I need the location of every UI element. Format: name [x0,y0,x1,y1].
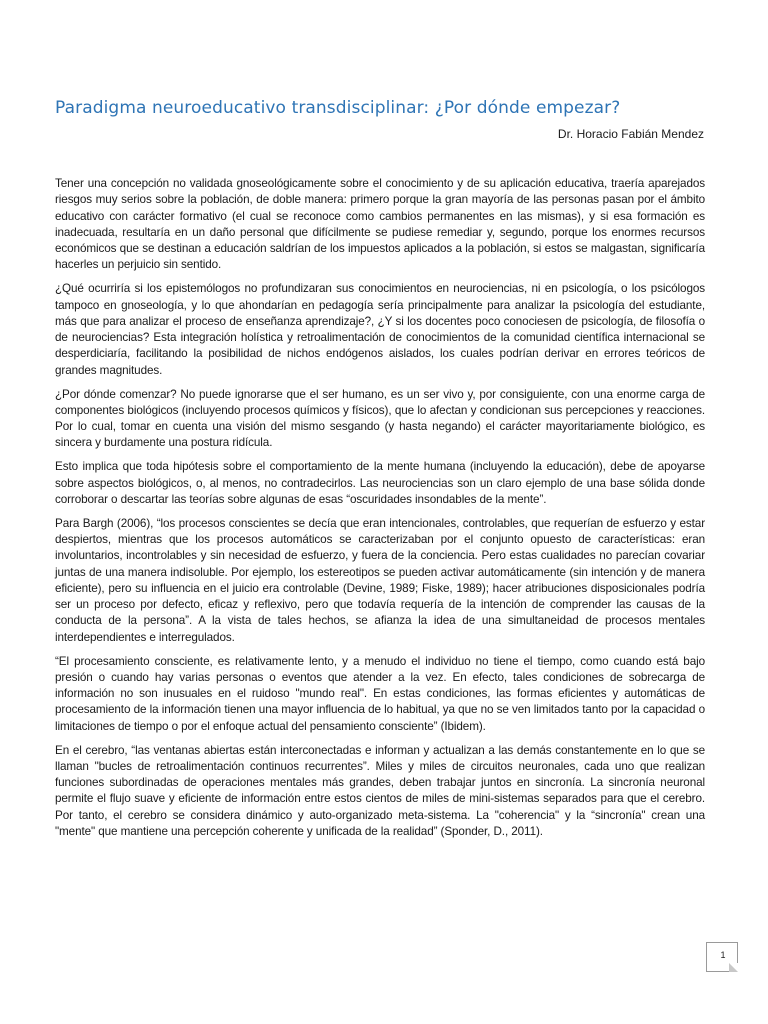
paragraph-1: Tener una concepción no validada gnoseológicamente sobre el conocimiento y de su aplicación educativa, traería aparejados riesgos muy serios sobre la población, de doble manera: primero porque la gran mayoría de las personas pasan por el ámbito educativo con carácter formativo (el cual se reconoce como cambios permanentes en las mismas), y si esa formación es inadecuada, resultaría en un daño personal que difícilmente se pudiese remediar y, segundo, porque los enormes recursos económicos que se destinan a educación saldrían de los impuestos aplicados a la población, si estos se malgastan, significaría hacerles un perjuicio sin sentido. [55,177,705,272]
document-title: Paradigma neuroeducativo transdisciplinar: ¿Por dónde empezar? [55,98,621,118]
folded-corner-icon [729,963,738,972]
page-number: 1 [720,950,726,960]
paragraph-5: Para Bargh (2006), “los procesos conscientes se decía que eran intencionales, controlables, que requerían de esfuerzo y estar despiertos, mientras que los procesos automáticos se caracterizaban por el conjunto opuesto de características: eran involuntarios, incontrolables y sin necesidad de esfuerzo, y fuera de la conciencia. Pero estas cualidades no parecían covariar juntas de una manera indisoluble. Por ejemplo, los estereotipos se pueden activar automáticamente (sin intención y de manera eficiente), pero su influencia en el juicio era controlable (Devine, 1989; Fiske, 1989); hacer atribuciones disposicionales podría ser un proceso por defecto, eficaz y reflexivo, pero que todavía requería de la intención de comprender las causas de la conducta de la persona”. A la vista de tales hechos, se afianza la idea de una simultaneidad de procesos mentales interdependientes e interregulados. [55,516,705,644]
page-number-box [706,942,738,972]
paragraph-3: ¿Por dónde comenzar? No puede ignorarse que el ser humano, es un ser vivo y, por consiguiente, con una enorme carga de componentes biológicos (incluyendo procesos químicos y físicos), que lo afectan y condicionan sus percepciones y reacciones. Por lo cual, tomar en cuenta una visión del mismo sesgando (y hasta negando) el carácter mayoritariamente biológico, es sincera y burdamente una postura ridícula. [55,387,705,450]
document-body [55,176,705,848]
paragraph-6: “El procesamiento consciente, es relativamente lento, y a menudo el individuo no tiene el tiempo, como cuando está bajo presión o cuando hay varias personas o eventos que atender a la vez. En efecto, tales condiciones de sobrecarga de información no son inusuales en el ruidoso "mundo real". En estas condiciones, las formas eficientes y automáticas de procesamiento de la información tienen una mayor influencia de lo habitual, ya que no se ven limitados tanto por la capacidad o limitaciones de tiempo o por el enfoque actual del pensamiento consciente” (Ibidem). [55,654,705,733]
paragraph-2: ¿Qué ocurriría si los epistemólogos no profundizaran sus conocimientos en neurociencias, ni en psicología, o los psicólogos tampoco en gnoseología, y lo que ahondarían en pedagogía sería principalmente para analizar la psicología del estudiante, más que para analizar el proceso de enseñanza aprendizaje?, ¿Y si los docentes poco conociesen de psicología, de filosofía o de neurociencias? Esta integración holística y retroalimentación de conocimientos de la comunidad científica internacional se desperdiciaría, facilitando la posibilidad de nichos endógenos aislados, los cuales podrían derivar en errores teóricos de grandes magnitudes. [55,282,705,377]
paragraph-4: Esto implica que toda hipótesis sobre el comportamiento de la mente humana (incluyendo la educación), debe de apoyarse sobre aspectos biológicos, o, al menos, no contradecirlos. Las neurociencias son un claro ejemplo de una base sólida donde corroborar o descartar las teorías sobre algunas de esas “oscuridades insondables de la mente”. [55,460,705,506]
paragraph-7: En el cerebro, “las ventanas abiertas están interconectadas e informan y actualizan a las demás constantemente en lo que se llaman "bucles de retroalimentación continuos recurrentes”. Miles y miles de circuitos neuronales, cada uno que realizan funciones subordinadas de operaciones mentales más grandes, deben trabajar juntos en sincronía. La sincronía neuronal permite el flujo suave y eficiente de información entre estos cientos de miles de mini-sistemas separados para que el cerebro. Por tanto, el cerebro se considera dinámico y auto-organizado meta-sistema. La "coherencia" y la “sincronía" crean una "mente" que mantiene una percepción coherente y unificada de la realidad” (Sponder, D., 2011). [55,743,705,838]
author-name: Dr. Horacio Fabián Mendez [557,127,704,141]
